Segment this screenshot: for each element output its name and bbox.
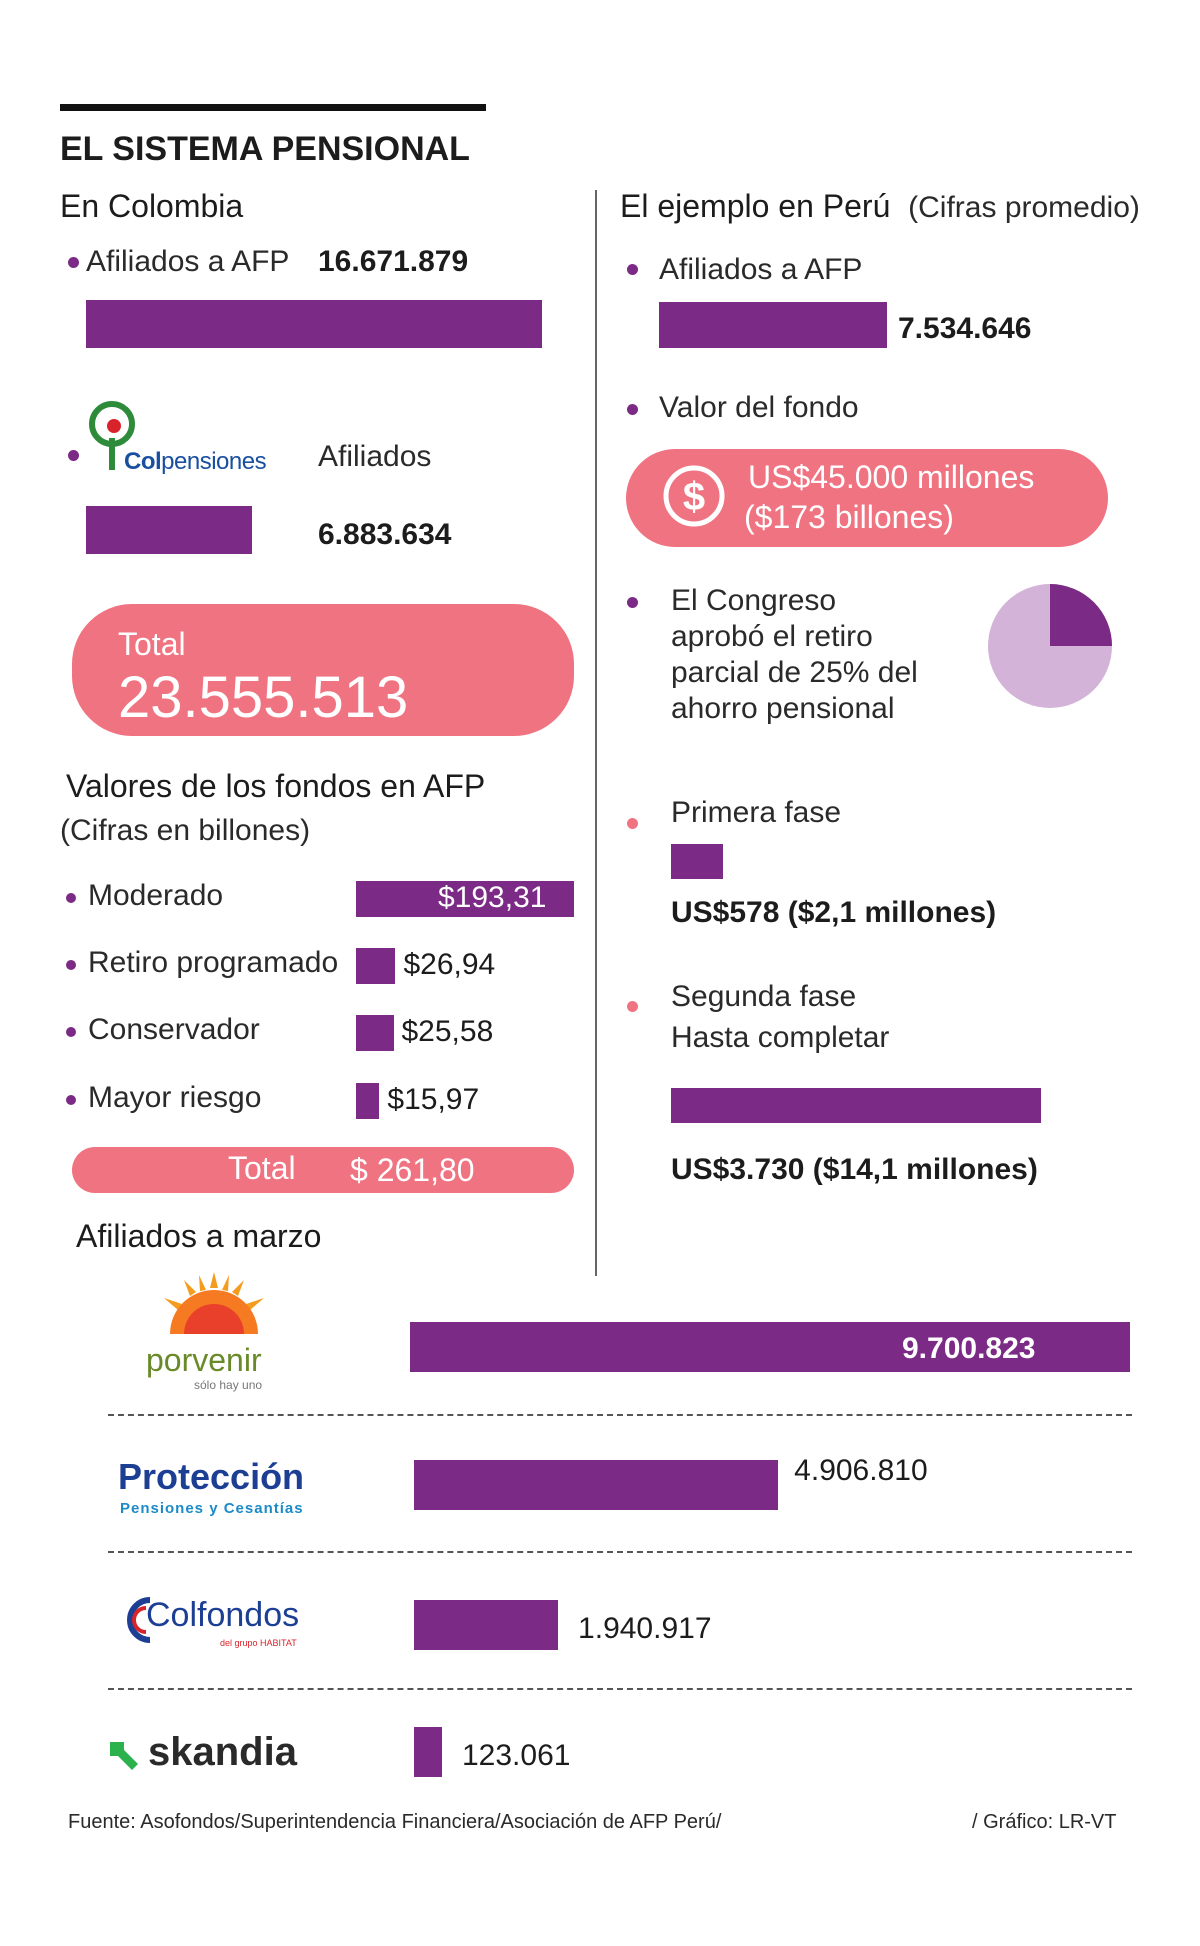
afiliados-value-label: 4.906.810 [794,1454,928,1487]
fondo-bullet [66,960,76,970]
afiliados-bar [414,1460,778,1510]
peru-afp-label: Afiliados a AFP [659,253,863,286]
colpensiones-value: 6.883.634 [318,518,452,551]
peru-congreso-bullet [627,597,638,608]
afp-value: 16.671.879 [318,245,469,278]
fondo-category-label: Moderado [88,879,224,912]
row-divider [108,1688,1132,1690]
fondo-category-label: Mayor riesgo [88,1081,262,1114]
fondo-bullet [66,1027,76,1037]
fase1-bullet [627,818,638,829]
colombia-total-label: Total [118,626,186,662]
afiliados-value-label: 1.940.917 [578,1612,712,1645]
afp-bar [86,300,542,348]
skandia-arrow-icon [110,1742,138,1770]
pie-slice-retiro [1050,584,1112,646]
retiro-pie-chart [986,582,1114,710]
fase2-sublabel: Hasta completar [671,1021,890,1054]
colfondos-tagline: del grupo HABITAT [220,1638,297,1648]
fondos-heading: Valores de los fondos en AFP [66,768,486,804]
fase1-value: US$578 ($2,1 millones) [671,896,997,929]
colpensiones-wordmark: Colpensiones [124,448,267,475]
column-divider [595,190,597,1276]
congreso-line: aprobó el retiro [671,620,873,653]
colpensiones-bar [86,506,252,554]
peru-heading-note: (Cifras promedio) [908,191,1140,224]
peru-afp-bar [659,302,887,348]
fondo-bar [356,1015,394,1051]
colombia-total-value: 23.555.513 [118,665,409,730]
fondo-bullet [66,1095,76,1105]
footer-credit: / Gráfico: LR-VT [972,1811,1117,1833]
proteccion-tagline: Pensiones y Cesantías [120,1500,304,1517]
row-divider [108,1414,1132,1416]
footer-source: Fuente: Asofondos/Superintendencia Financiera/Asociación de AFP Perú/ [68,1811,722,1833]
colombia-heading: En Colombia [60,188,244,224]
fondos-total-pill [72,1147,574,1193]
porvenir-logo [140,1272,290,1394]
fondo-category-label: Conservador [88,1013,260,1046]
porvenir-sun-icon [154,1272,274,1334]
peru-fondo-value: US$45.000 millones [748,459,1035,495]
fondo-value-label: $193,31 [438,881,547,914]
afiliados-value-label: 123.061 [462,1739,571,1772]
proteccion-logo [118,1456,338,1526]
porvenir-wordmark: porvenir [146,1342,262,1378]
peru-afp-bullet [627,264,638,275]
proteccion-wordmark: Protección [118,1456,305,1497]
congreso-line: El Congreso [671,584,837,617]
fondo-bullet [66,893,76,903]
fondos-total-value: $ 261,80 [350,1152,475,1188]
fase2-label: Segunda fase [671,980,857,1013]
fondo-value-label: $26,94 [403,948,496,981]
fase1-bar [671,844,723,879]
peru-afp-value: 7.534.646 [898,312,1032,345]
colpensiones-bullet [68,450,79,461]
colfondos-wordmark: Colfondos [146,1596,300,1634]
fase2-bullet [627,1001,638,1012]
fondo-value-label: $15,97 [387,1083,480,1116]
colfondos-logo [120,1594,330,1654]
fondo-value-label: $25,58 [401,1015,494,1048]
skandia-wordmark: skandia [148,1730,297,1774]
afiliados-bar [414,1600,558,1650]
afp-label: Afiliados a AFP [86,245,290,278]
marzo-heading: Afiliados a marzo [76,1218,322,1254]
fondos-total-label: Total [228,1150,296,1186]
colpensiones-label: Afiliados [318,440,432,473]
peru-fondo-label: Valor del fondo [659,391,859,424]
fase2-bar [671,1088,1041,1123]
congreso-line: parcial de 25% del [671,656,918,689]
fase1-label: Primera fase [671,796,842,829]
svg-text:$: $ [682,475,706,519]
afp-bullet [68,257,79,268]
fondo-bar [356,1083,379,1119]
peru-heading-main: El ejemplo en Perú [620,188,891,224]
congreso-line: ahorro pensional [671,692,895,725]
peru-fondo-value-local: ($173 billones) [744,499,954,535]
fondos-subheading: (Cifras en billones) [60,814,311,847]
peru-congreso-text [671,583,918,727]
colpensiones-logo [82,400,282,480]
peru-fondo-bullet [627,404,638,415]
fondo-category-label: Retiro programado [88,946,339,979]
row-divider [108,1551,1132,1553]
porvenir-tagline: sólo hay uno [194,1378,263,1392]
skandia-logo [110,1730,330,1780]
afiliados-bar [414,1727,442,1777]
dollar-icon [662,464,726,528]
title-rule [60,104,486,111]
fase2-value: US$3.730 ($14,1 millones) [671,1153,1038,1186]
fondo-bar [356,948,395,984]
afiliados-value-label: 9.700.823 [902,1332,1036,1365]
page-title: EL SISTEMA PENSIONAL [60,130,470,168]
peru-heading [620,188,1140,225]
